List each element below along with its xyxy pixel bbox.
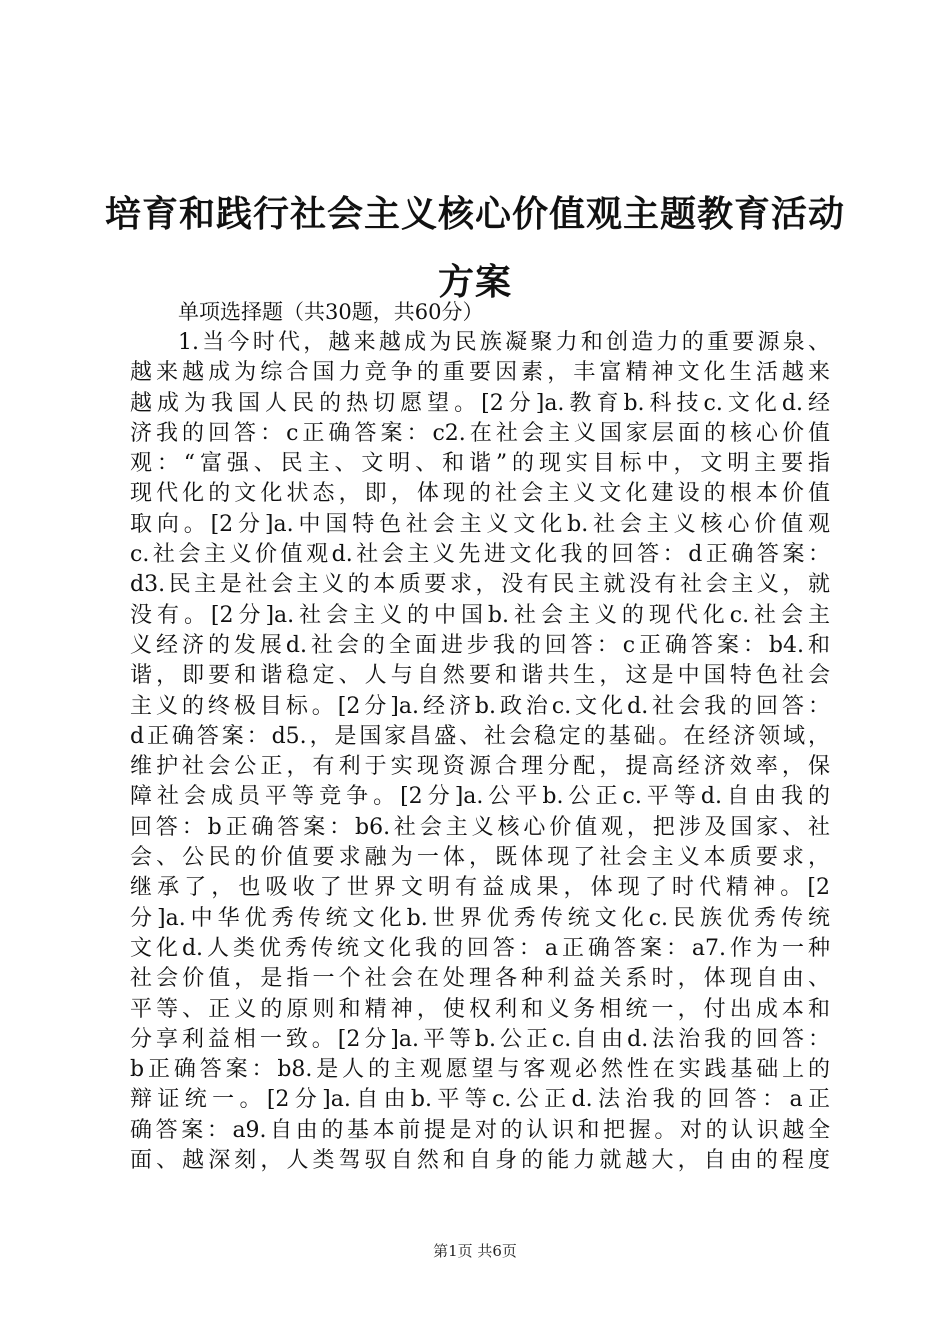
paragraph-line: 会、公民的价值要求融为一体，既体现了社会主义本质要求， bbox=[130, 845, 830, 871]
paragraph-line: d正确答案：d5.，是国家昌盛、社会稳定的基础。在经济领域， bbox=[130, 723, 830, 749]
paragraph-line: 分]a.中华优秀传统文化b.世界优秀传统文化c.民族优秀传统 bbox=[130, 905, 830, 931]
paragraph-line: 面、越深刻，人类驾驭自然和自身的能力就越大，自由的程度 bbox=[130, 1148, 830, 1174]
section-heading: 单项选择题（共30题，共60分） bbox=[178, 300, 484, 324]
paragraph-line: 回答：b正确答案：b6.社会主义核心价值观，把涉及国家、社 bbox=[130, 814, 830, 840]
paragraph-line: 义经济的发展d.社会的全面进步我的回答：c正确答案：b4.和 bbox=[130, 632, 830, 658]
paragraph-line: 1.当今时代，越来越成为民族凝聚力和创造力的重要源泉、 bbox=[178, 330, 830, 355]
title-line-2: 方案 bbox=[437, 261, 512, 303]
paragraph-line: 取向。[2分]a.中国特色社会主义文化b.社会主义核心价值观 bbox=[130, 511, 830, 537]
document-title bbox=[100, 180, 850, 316]
paragraph-line: 平等、正义的原则和精神，使权利和义务相统一，付出成本和 bbox=[130, 996, 830, 1022]
paragraph-line: 主义的终极目标。[2分]a.经济b.政治c.文化d.社会我的回答： bbox=[130, 693, 830, 719]
paragraph-line: 文化d.人类优秀传统文化我的回答：a正确答案：a7.作为一种 bbox=[130, 935, 830, 961]
body-paragraph bbox=[130, 328, 830, 1176]
paragraph-line: 继承了，也吸收了世界文明有益成果，体现了时代精神。[2 bbox=[130, 875, 830, 901]
paragraph-line: 维护社会公正，有利于实现资源合理分配，提高经济效率，保 bbox=[130, 754, 830, 780]
paragraph-line: 没有。[2分]a.社会主义的中国b.社会主义的现代化c.社会主 bbox=[130, 602, 830, 628]
paragraph-line: 辩证统一。[2分]a.自由b.平等c.公正d.法治我的回答：a正 bbox=[130, 1087, 830, 1113]
page-footer: 第1页 共6页 bbox=[433, 1242, 517, 1260]
title-line-1: 培育和践行社会主义核心价值观主题教育活动 bbox=[104, 193, 845, 235]
paragraph-line: c.社会主义价值观d.社会主义先进文化我的回答：d正确答案： bbox=[130, 542, 830, 568]
paragraph-line: 观：“富强、民主、文明、和谐”的现实目标中，文明主要指 bbox=[130, 451, 830, 477]
paragraph-line: b正确答案：b8.是人的主观愿望与客观必然性在实践基础上的 bbox=[130, 1057, 830, 1083]
paragraph-line: 越成为我国人民的热切愿望。[2分]a.教育b.科技c.文化d.经 bbox=[130, 390, 830, 416]
paragraph-line: 确答案：a9.自由的基本前提是对的认识和把握。对的认识越全 bbox=[130, 1117, 830, 1143]
paragraph-line: 越来越成为综合国力竞争的重要因素，丰富精神文化生活越来 bbox=[130, 360, 830, 386]
paragraph-line: 现代化的文化状态，即，体现的社会主义文化建设的根本价值 bbox=[130, 481, 830, 507]
paragraph-line: 障社会成员平等竞争。[2分]a.公平b.公正c.平等d.自由我的 bbox=[130, 784, 830, 810]
paragraph-line: 济我的回答：c正确答案：c2.在社会主义国家层面的核心价值 bbox=[130, 420, 830, 446]
paragraph-line: 谐，即要和谐稳定、人与自然要和谐共生，这是中国特色社会 bbox=[130, 663, 830, 689]
paragraph-line: d3.民主是社会主义的本质要求，没有民主就没有社会主义，就 bbox=[130, 572, 830, 598]
paragraph-line: 社会价值，是指一个社会在处理各种利益关系时，体现自由、 bbox=[130, 966, 830, 992]
paragraph-line: 分享利益相一致。[2分]a.平等b.公正c.自由d.法治我的回答： bbox=[130, 1026, 830, 1052]
